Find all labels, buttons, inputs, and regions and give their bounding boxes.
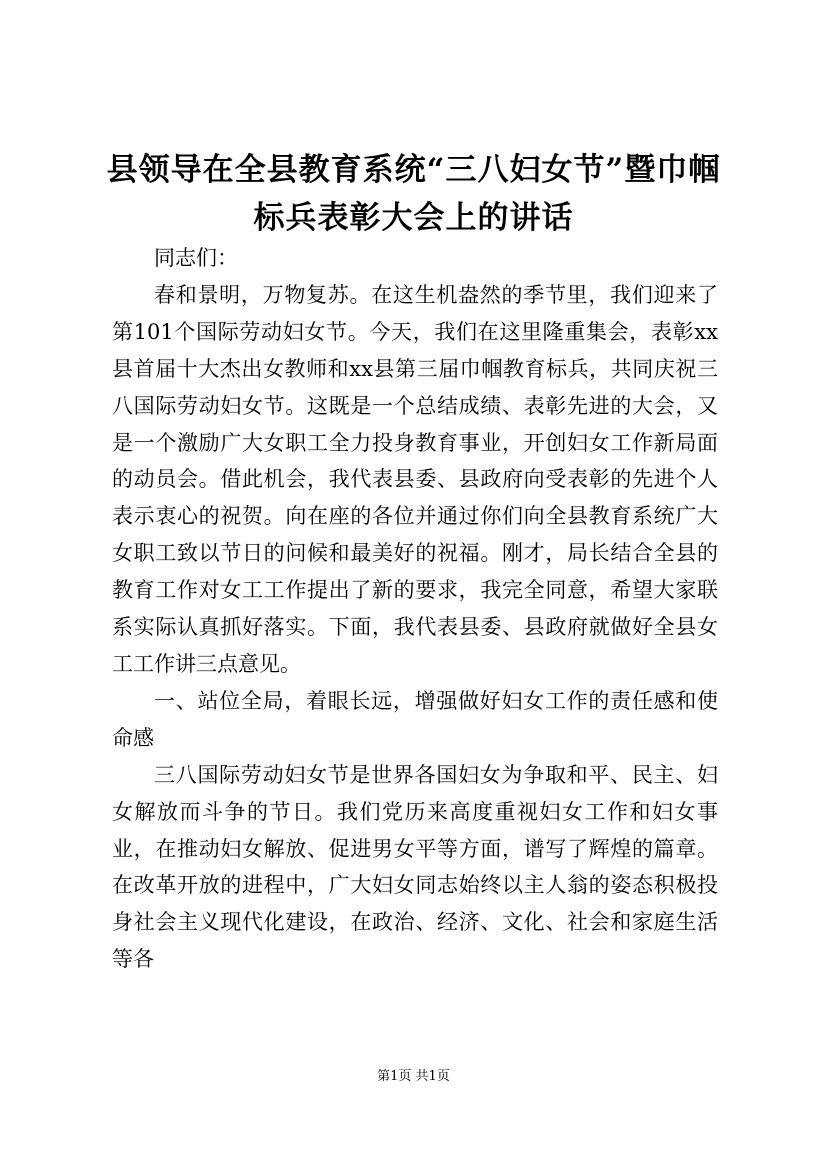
page-footer: 第1页 共1页 bbox=[377, 1069, 450, 1084]
document-body bbox=[112, 240, 718, 978]
document-title bbox=[100, 146, 727, 242]
title-line-1: 县领导在全县教育系统“三八妇女节”暨巾帼 bbox=[106, 152, 721, 188]
paragraph-opening: 春和景明，万物复苏。在这生机盎然的季节里，我们迎来了第101个国际劳动妇女节。今天，我们在这里隆重集会，表彰xx县首届十大杰出女教师和xx县第三届巾帼教育标兵，共同庆祝三八国际劳动妇女节。这既是一个总结成绩、表彰先进的大会，又是一个激励广大女职工全力投身教育事业，开创妇女工作新局面的动员会。借此机会，我代表县委、县政府向受表彰的先进个人表示衷心的祝贺。向在座的各位并通过你们向全县教育系统广大女职工致以节日的问候和最美好的祝福。刚才，局长结合全县的教育工作对女工工作提出了新的要求，我完全同意，希望大家联系实际认真抓好落实。下面，我代表县委、县政府就做好全县女工工作讲三点意见。 bbox=[112, 282, 718, 676]
paragraph-section-1: 三八国际劳动妇女节是世界各国妇女为争取和平、民主、妇女解放而斗争的节日。我们党历来高度重视妇女工作和妇女事业，在推动妇女解放、促进男女平等方面，谱写了辉煌的篇章。在改革开放的进程中，广大妇女同志始终以主人翁的姿态积极投身社会主义现代化建设，在政治、经济、文化、社会和家庭生活等各 bbox=[112, 762, 718, 972]
title-line-2: 标兵表彰大会上的讲话 bbox=[253, 200, 574, 236]
section-heading-1: 一、站位全局，着眼长远，增强做好妇女工作的责任感和使命感 bbox=[112, 688, 718, 750]
salutation: 同志们： bbox=[154, 246, 238, 270]
